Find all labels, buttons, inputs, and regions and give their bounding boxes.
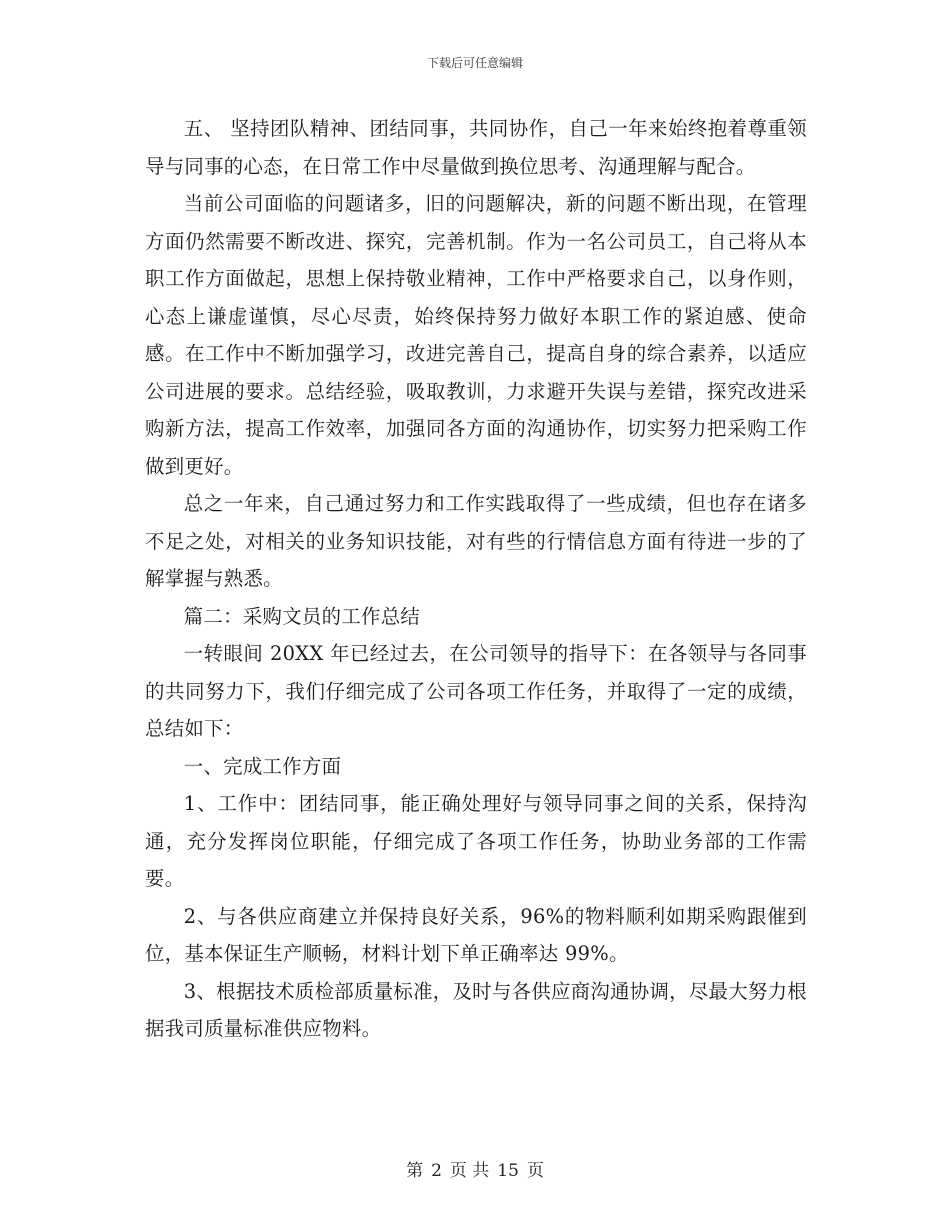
list-item-1: 1、工作中：团结同事，能正确处理好与领导同事之间的关系，保持沟通，充分发挥岗位职能，仔细完成了各项工作任务，协助业务部的工作需要。 [145,792,807,890]
paragraph-company-issues: 当前公司面临的问题诸多，旧的问题解决，新的问题不断出现，在管理方面仍然需要不断改进、探究，完善机制。作为一名公司员工，自己将从本职工作方面做起，思想上保持敬业精神，工作中严格要求自己，以身作则，心态上谦虚谨慎，尽心尽责，始终保持努力做好本职工作的紧迫感、使命感。在工作中不断加强学习，改进完善自己，提高自身的综合素养，以适应公司进展的要求。总结经验，吸取教训，力求避开失误与差错，探究改进采购新方法，提高工作效率，加强同各方面的沟通协作，切实努力把采购工作做到更好。 [145,192,807,478]
list-item-3: 3、根据技术质检部质量标准，及时与各供应商沟通协调，尽最大努力根据我司质量标准供应物料。 [145,979,807,1040]
section-heading-completed-work: 一、完成工作方面 [183,754,342,778]
paragraph-summary-year: 总之一年来，自己通过努力和工作实践取得了一些成绩，但也存在诸多不足之处，对相关的业务知识技能，对有些的行情信息方面有待进一步的了解掌握与熟悉。 [145,492,807,590]
footer-total-pages: 15 [497,1161,519,1181]
footer-prefix: 第 [406,1161,424,1181]
document-body [145,110,807,1048]
footer-suffix: 页 [526,1161,544,1181]
list-item-2: 2、与各供应商建立并保持良好关系，96%的物料顺利如期采购跟催到位，基本保证生产顺畅，材料计划下单正确率达 99%。 [145,904,807,965]
footer-current-page: 2 [431,1161,442,1181]
paragraph-team-spirit: 五、 坚持团队精神、团结同事，共同协作，自己一年来始终抱着尊重领导与同事的心态，在日常工作中尽量做到换位思考、沟通理解与配合。 [145,117,807,178]
section-heading-part-two: 篇二：采购文员的工作总结 [183,604,421,628]
paragraph-year-review: 一转眼间 20XX 年已经过去，在公司领导的指导下：在各领导与各同事的共同努力下，我们仔细完成了公司各项工作任务，并取得了一定的成绩，总结如下： [145,642,807,740]
footer-middle: 页 共 [449,1161,490,1181]
page-header-note: 下载后可任意编辑 [426,56,523,70]
page-number-footer [0,1156,950,1181]
